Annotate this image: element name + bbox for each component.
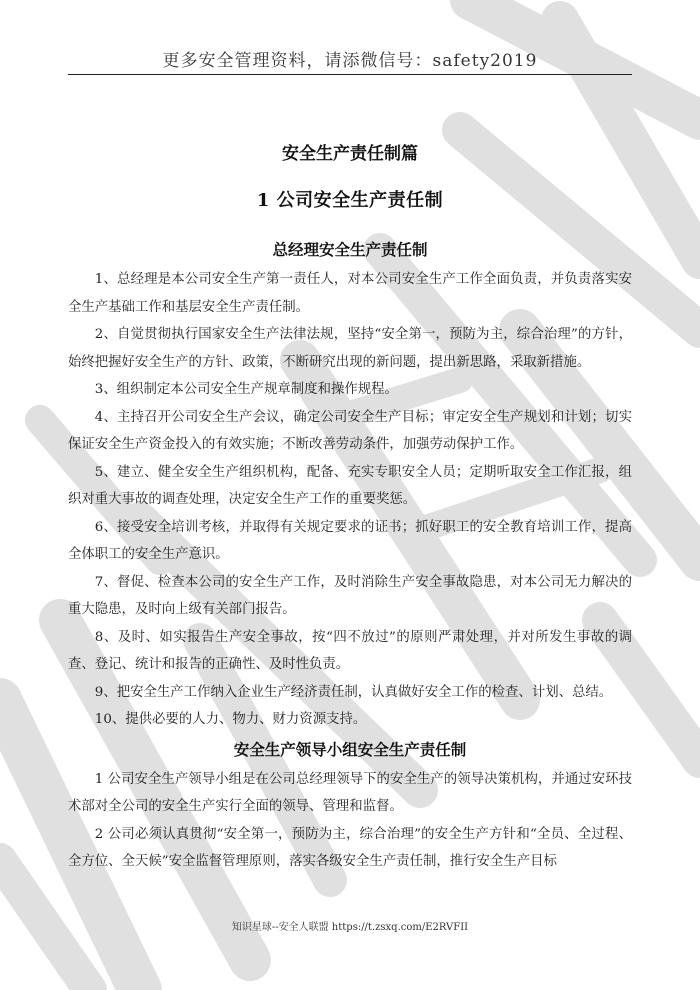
paragraph: 5、建立、健全安全生产组织机构，配备、充实专职安全人员；定期听取安全工作汇报，组织对重大事故的调查处理，决定安全生产工作的重要奖惩。: [68, 464, 632, 507]
paragraph: 7、督促、检查本公司的安全生产工作，及时消除生产安全事故隐患，对本公司无力解决的重大隐患，及时向上级有关部门报告。: [68, 574, 632, 617]
leader-group-section-title: 安全生产领导小组安全生产责任制: [233, 739, 467, 759]
paragraph: 8、及时、如实报告生产安全事故，按“四不放过”的原则严肃处理，并对所发生事故的调查、登记、统计和报告的正确性、及时性负责。: [68, 629, 632, 672]
page-footer: 知识星球--安全人联盟 https://t.zsxq.com/E2RVFII: [231, 922, 469, 933]
document-title: 安全生产责任制篇: [282, 144, 418, 164]
paragraph: 2 公司必须认真贯彻“安全第一，预防为主，综合治理”的安全生产方针和“全员、全过程、全方位、全天候”安全监督管理原则，落实各级安全生产责任制，推行安全生产目标: [68, 826, 632, 869]
paragraph: 2、自觉贯彻执行国家安全生产法律法规，坚持“安全第一，预防为主，综合治理”的方针，始终把握好安全生产的方针、政策，不断研究出现的新问题，提出新思路，采取新措施。: [68, 327, 632, 370]
section-title: 1 公司安全生产责任制: [256, 190, 444, 211]
gm-section-title: 总经理安全生产责任制: [272, 240, 428, 259]
paragraph: 9、把安全生产工作纳入企业生产经济责任制，认真做好安全工作的检查、计划、总结。: [94, 684, 613, 700]
paragraph: 4、主持召开公司安全生产会议，确定公司安全生产目标；审定安全生产规划和计划；切实保证安全生产资金投入的有效实施；不断改善劳动条件，加强劳动保护工作。: [68, 409, 632, 452]
paragraph: 10、提供必要的人力、物力、财力资源支持。: [94, 712, 367, 727]
header-divider: [68, 74, 632, 75]
paragraph: 1 公司安全生产领导小组是在公司总经理领导下的安全生产的领导决策机构，并通过安环技术部对全公司的安全生产实行全面的领导、管理和监督。: [68, 771, 632, 814]
document-body: [68, 236, 632, 876]
paragraph: 6、接受安全培训考核，并取得有关规定要求的证书；抓好职工的安全教育培训工作，提高全体职工的安全生产意识。: [68, 519, 632, 562]
paragraph: 3、组织制定本公司安全生产规章制度和操作规程。: [94, 382, 398, 397]
page-header: 更多安全管理资料，请添微信号：safety2019: [162, 51, 538, 71]
paragraph: 1、总经理是本公司安全生产第一责任人，对本公司安全生产工作全面负责，并负责落实安全生产基础工作和基层安全生产责任制。: [68, 272, 632, 315]
